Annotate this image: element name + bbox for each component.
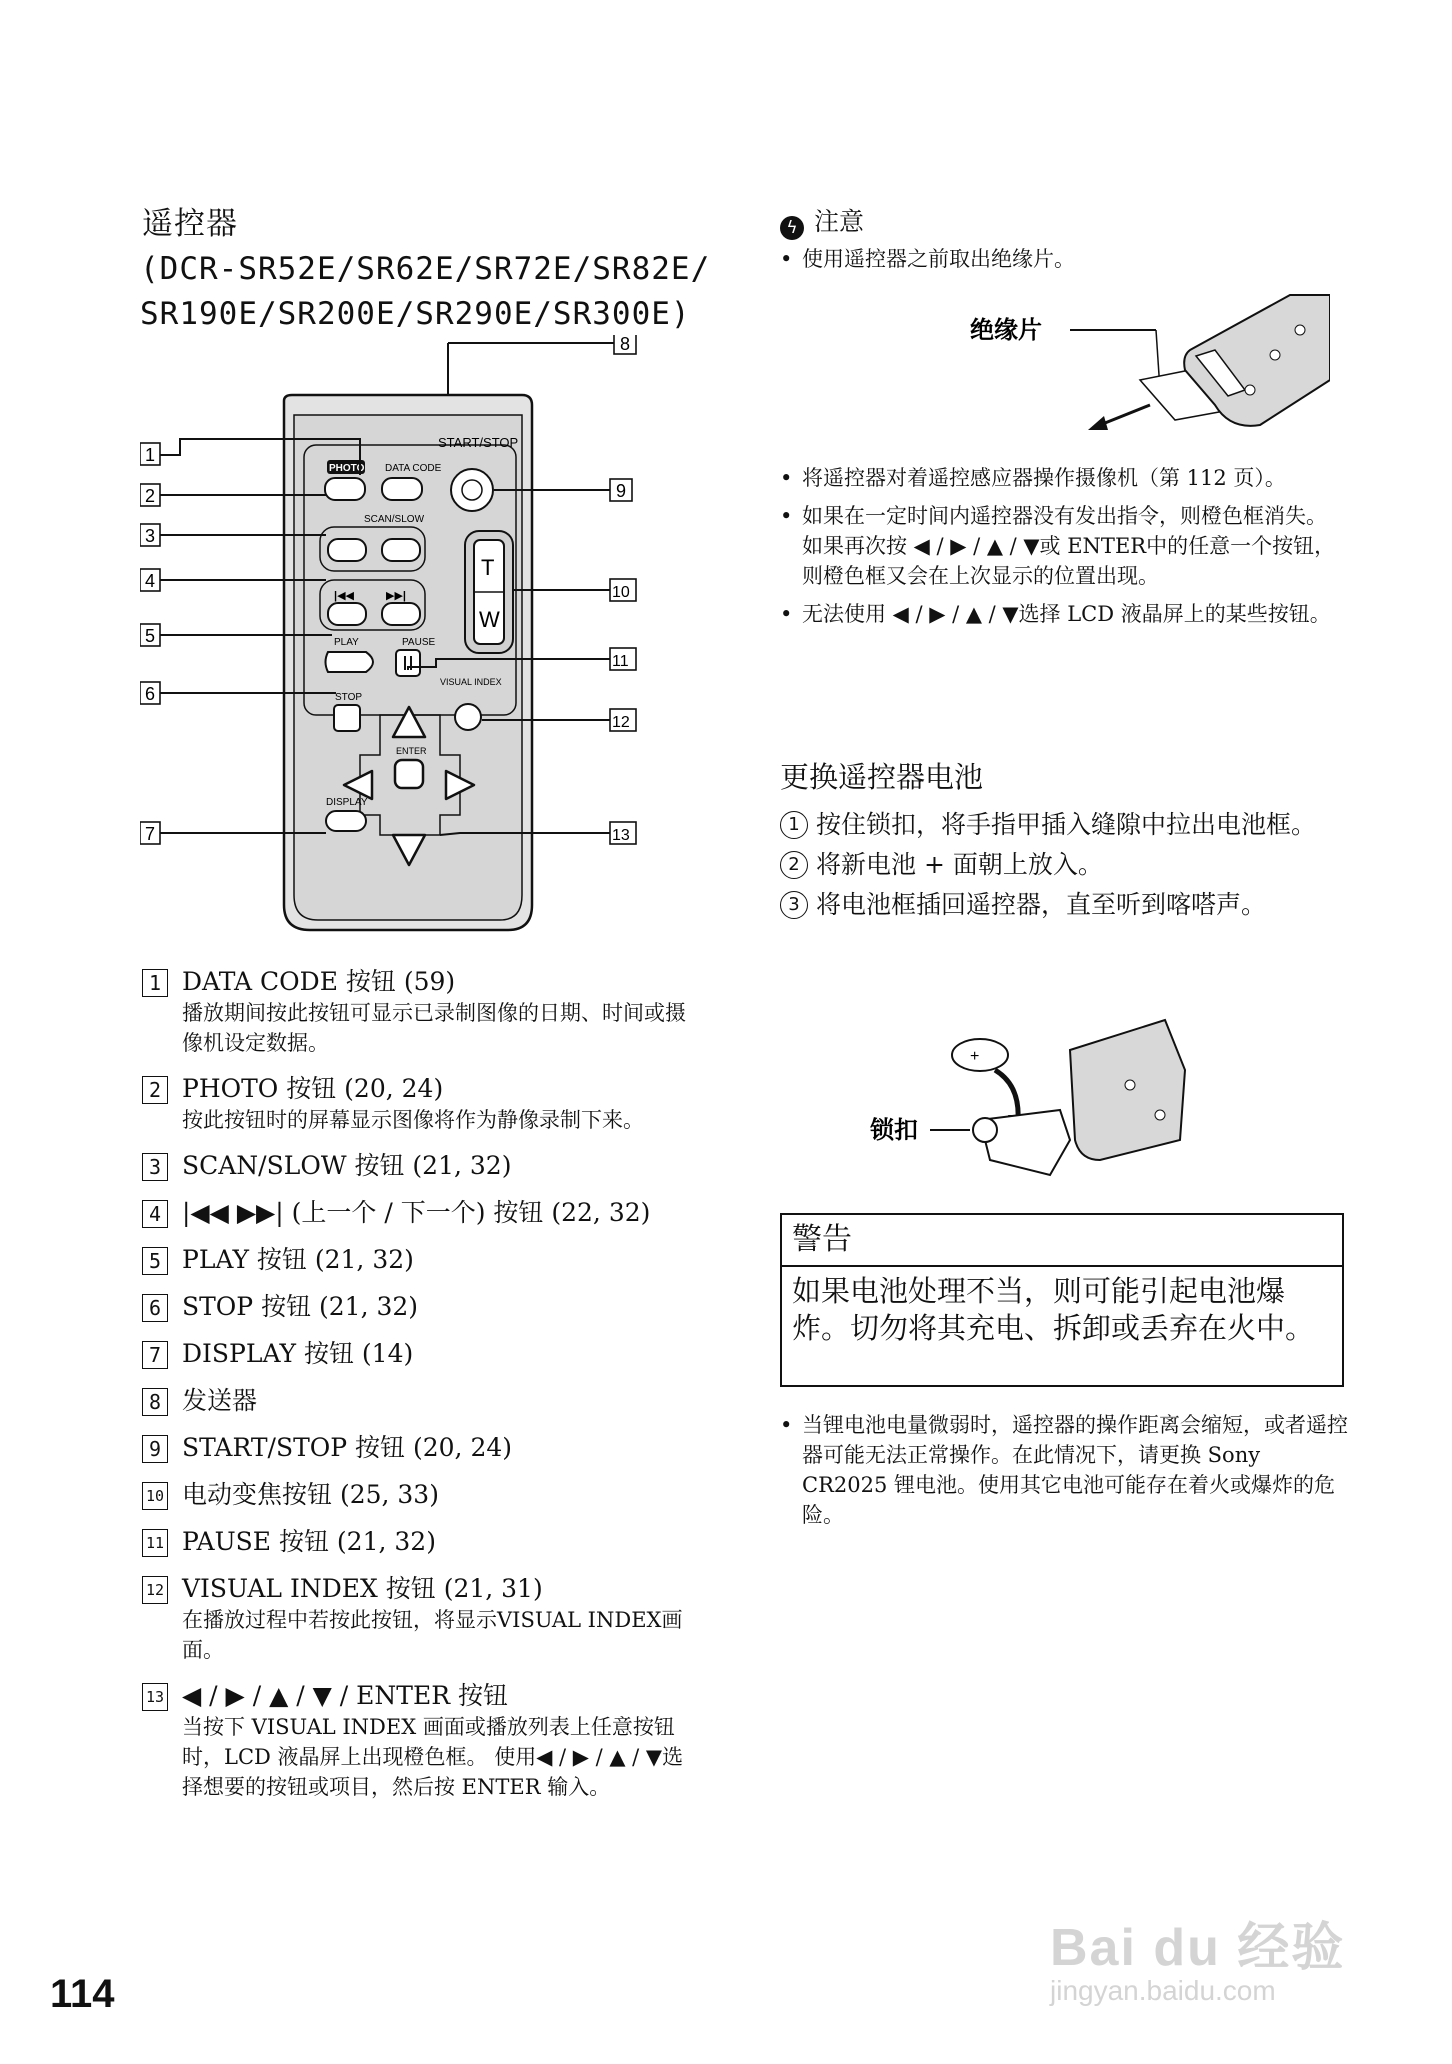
- list-item: [142, 1431, 702, 1464]
- caution-icon: ϟ: [780, 216, 804, 240]
- model-list-line1: (DCR-SR52E/SR62E/SR72E/SR82E/: [140, 251, 711, 287]
- callout-1: 1: [145, 445, 156, 465]
- battery-step: [780, 888, 1350, 922]
- callout-10: 10: [612, 584, 630, 601]
- list-item: [142, 1525, 702, 1558]
- item-number: 10: [142, 1482, 168, 1510]
- zoom-w-label: W: [479, 607, 500, 632]
- callout-6: 6: [145, 684, 156, 704]
- item-heading: PAUSE 按钮 (21, 32): [182, 1527, 436, 1556]
- battery-note: [780, 1410, 1350, 1538]
- note-bullet: • 将遥控器对着遥控感应器操作摄像机（第 112 页）。: [780, 463, 1350, 493]
- warning-box: [780, 1213, 1344, 1387]
- scan-slow-label: SCAN/SLOW: [364, 514, 425, 525]
- item-description: 当按下 VISUAL INDEX 画面或播放列表上任意按钮时，LCD 液晶屏上出现橙色框。 使用◀ / ▶ / ▲ / ▼选择想要的按钮或项目，然后按 ENTER 输入。: [182, 1715, 684, 1799]
- button-description-list: [142, 965, 702, 1816]
- callout-7: 7: [145, 824, 156, 844]
- item-heading: 发送器: [182, 1386, 258, 1415]
- photo-button[interactable]: [325, 478, 365, 500]
- note-title: 注意: [814, 207, 865, 236]
- pause-button[interactable]: [396, 650, 420, 676]
- lock-label: 锁扣: [870, 1117, 918, 1144]
- list-item: [142, 1679, 702, 1802]
- note-section: [780, 205, 1350, 282]
- item-heading: START/STOP 按钮 (20, 24): [182, 1433, 513, 1462]
- item-number: 4: [142, 1200, 168, 1228]
- callout-2: 2: [145, 486, 156, 506]
- item-heading: PHOTO 按钮 (20, 24): [182, 1074, 444, 1103]
- callout-11: 11: [612, 653, 629, 670]
- scan-slow-rewind-button[interactable]: [328, 539, 366, 561]
- display-label: DISPLAY: [326, 797, 368, 808]
- item-heading: VISUAL INDEX 按钮 (21, 31): [182, 1574, 543, 1603]
- item-heading: 电动变焦按钮 (25, 33): [182, 1480, 439, 1509]
- callout-8: 8: [620, 335, 631, 354]
- data-code-label: DATA CODE: [385, 463, 442, 474]
- data-code-button[interactable]: [382, 478, 422, 500]
- coin-battery: [952, 1039, 1008, 1071]
- item-number: 9: [142, 1435, 168, 1463]
- start-stop-button[interactable]: [451, 469, 493, 511]
- list-item: [142, 1290, 702, 1323]
- callout-12: 12: [612, 714, 630, 731]
- watermark-url: jingyan.baidu.com: [1050, 1975, 1276, 2006]
- step-number: 3: [780, 891, 808, 919]
- battery-note-text: • 当锂电池电量微弱时，遥控器的操作距离会缩短，或者遥控器可能无法正常操作。在此情况下，请更换 Sony CR2025 锂电池。使用其它电池可能存在着火或爆炸的危险。: [780, 1410, 1350, 1530]
- item-number: 5: [142, 1247, 168, 1275]
- item-heading: DATA CODE 按钮 (59): [182, 967, 456, 996]
- callout-5: 5: [145, 626, 156, 646]
- item-number: 11: [142, 1529, 168, 1557]
- item-number: 1: [142, 969, 168, 997]
- lock-tab: [973, 1118, 997, 1142]
- warning-body: 如果电池处理不当，则可能引起电池爆炸。切勿将其充电、拆卸或丢弃在火中。: [782, 1265, 1342, 1353]
- item-heading: PLAY 按钮 (21, 32): [182, 1245, 414, 1274]
- item-heading: STOP 按钮 (21, 32): [182, 1292, 419, 1321]
- model-list-line2: SR190E/SR200E/SR290E/SR300E): [140, 296, 691, 332]
- item-heading: |◀◀ ▶▶| (上一个 / 下一个) 按钮 (22, 32): [182, 1198, 651, 1227]
- section-title: 遥控器: [142, 206, 238, 242]
- list-item: [142, 1572, 702, 1665]
- arrow-icon: [1088, 416, 1108, 430]
- list-item: [142, 1072, 702, 1135]
- item-number: 8: [142, 1388, 168, 1416]
- list-item: [142, 1384, 702, 1417]
- next-icon: ▶▶|: [386, 590, 406, 602]
- pause-label: PAUSE: [402, 637, 436, 648]
- step-text: 按住锁扣，将手指甲插入缝隙中拉出电池框。: [816, 810, 1317, 839]
- battery-section: [780, 758, 1350, 928]
- item-description: 在播放过程中若按此按钮，将显示VISUAL INDEX画面。: [182, 1608, 683, 1662]
- battery-step: [780, 808, 1350, 842]
- note-bullet: • 如果在一定时间内遥控器没有发出指令，则橙色框消失。 如果再次按 ◀ / ▶ / ▲ / ▼或 ENTER中的任意一个按钮，则橙色框又会在上次显示的位置出现。: [780, 501, 1350, 591]
- list-item: [142, 1337, 702, 1370]
- battery-tray: [980, 1110, 1070, 1175]
- note-bullet: • 无法使用 ◀ / ▶ / ▲ / ▼选择 LCD 液晶屏上的某些按钮。: [780, 599, 1350, 629]
- photo-label: PHOTO: [329, 463, 365, 474]
- item-number: 7: [142, 1341, 168, 1369]
- play-label: PLAY: [334, 637, 359, 648]
- item-description: 播放期间按此按钮可显示已录制图像的日期、时间或摄像机设定数据。: [182, 1001, 686, 1055]
- list-item: [142, 1196, 702, 1229]
- item-number: 3: [142, 1153, 168, 1181]
- list-item: [142, 1478, 702, 1511]
- battery-title: 更换遥控器电池: [780, 760, 984, 794]
- visual-index-button[interactable]: [455, 704, 481, 730]
- remote-control-diagram: [140, 335, 660, 955]
- battery-illustration: [870, 1010, 1190, 1185]
- step-text: 将新电池 + 面朝上放入。: [816, 850, 1103, 879]
- stop-button[interactable]: [334, 705, 360, 731]
- insulation-label: 绝缘片: [970, 317, 1042, 344]
- display-button[interactable]: [326, 811, 366, 831]
- enter-button[interactable]: [395, 760, 423, 788]
- item-number: 2: [142, 1076, 168, 1104]
- prev-icon: |◀◀: [334, 590, 354, 602]
- note-bullets: [780, 463, 1350, 637]
- item-number: 6: [142, 1294, 168, 1322]
- callout-13: 13: [612, 827, 630, 844]
- item-number: 13: [142, 1683, 168, 1711]
- plus-icon: +: [970, 1048, 980, 1065]
- enter-label: ENTER: [396, 746, 427, 756]
- list-item: [142, 965, 702, 1058]
- step-text: 将电池框插回遥控器，直至听到喀嗒声。: [816, 890, 1267, 919]
- zoom-t-label: T: [481, 555, 495, 580]
- next-button[interactable]: [382, 603, 420, 625]
- prev-button[interactable]: [328, 603, 366, 625]
- watermark-logo: Bai du 经验: [1050, 1919, 1346, 1977]
- start-stop-label: START/STOP: [438, 435, 519, 450]
- item-heading: ◀ / ▶ / ▲ / ▼ / ENTER 按钮: [182, 1681, 508, 1710]
- step-number: 1: [780, 811, 808, 839]
- callout-4: 4: [145, 571, 156, 591]
- callout-9: 9: [616, 481, 627, 501]
- play-button[interactable]: [326, 652, 374, 672]
- warning-title: 警告: [792, 1222, 852, 1257]
- page-number: 114: [50, 1972, 115, 2016]
- step-number: 2: [780, 851, 808, 879]
- item-heading: SCAN/SLOW 按钮 (21, 32): [182, 1151, 512, 1180]
- remote-body-illustration: [1070, 1020, 1185, 1160]
- item-heading: DISPLAY 按钮 (14): [182, 1339, 414, 1368]
- callout-3: 3: [145, 526, 156, 546]
- insulation-sheet-illustration: [960, 290, 1330, 465]
- note-bullet: • 使用遥控器之前取出绝缘片。: [780, 244, 1350, 274]
- list-item: [142, 1243, 702, 1276]
- item-description: 按此按钮时的屏幕显示图像将作为静像录制下来。: [182, 1108, 644, 1132]
- stop-label: STOP: [335, 692, 363, 703]
- item-number: 12: [142, 1576, 168, 1604]
- visual-index-label: VISUAL INDEX: [440, 677, 502, 687]
- scan-slow-forward-button[interactable]: [382, 539, 420, 561]
- battery-step: [780, 848, 1350, 882]
- list-item: [142, 1149, 702, 1182]
